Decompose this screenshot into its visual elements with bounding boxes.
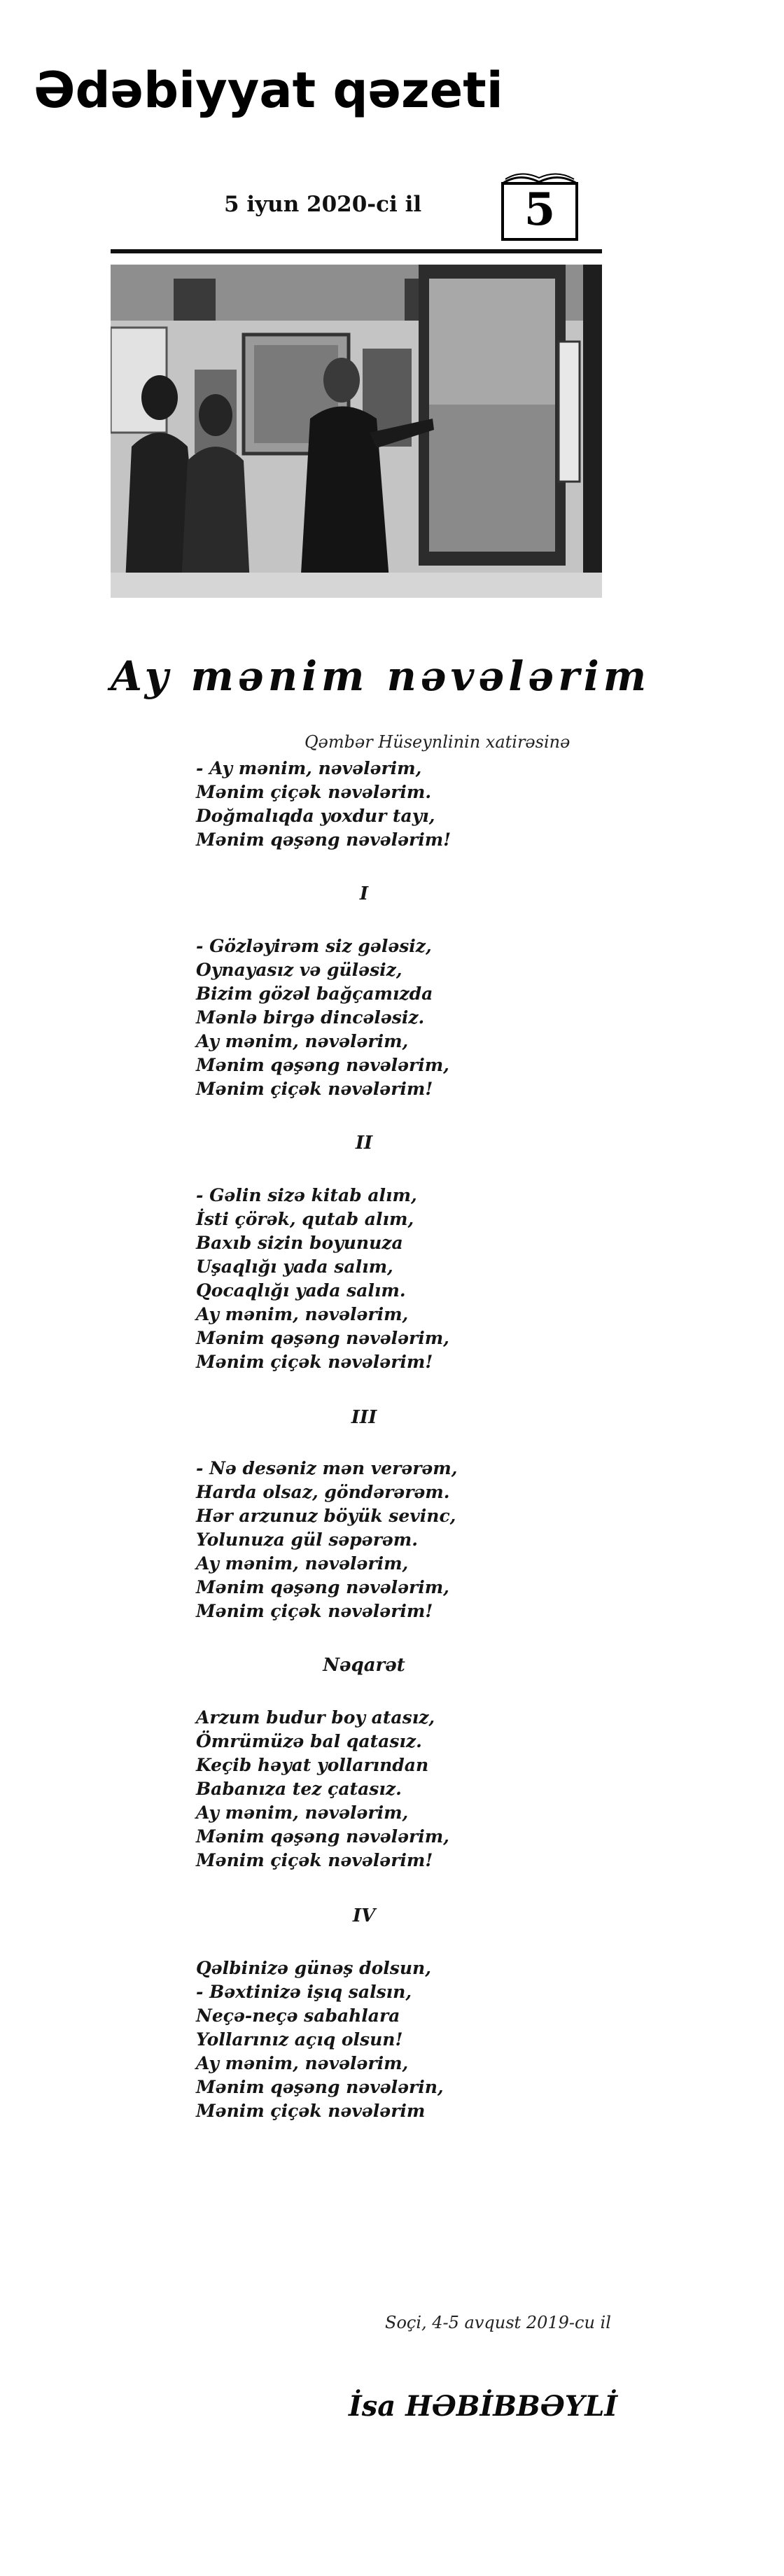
poem-line: Mənim qəşəng nəvələrim!: [196, 830, 451, 850]
poem-line: Qocaqlığı yada salım.: [196, 1280, 406, 1301]
poem-title: Ay mənim nəvələrim: [111, 652, 651, 700]
poem-line: Neçə-neçə sabahlara: [196, 2005, 400, 2026]
poem-line: - Nə desəniz mən verərəm,: [196, 1458, 458, 1478]
section-heading: II: [355, 1133, 373, 1154]
poem-line: Ay mənim, nəvələrim,: [196, 1802, 409, 1823]
place-date: Soçi, 4-5 avqust 2019-cu il: [385, 2313, 611, 2332]
poem-line: Qəlbinizə günəş dolsun,: [196, 1958, 431, 1978]
poem-line: Doğmalıqda yoxdur tayı,: [196, 806, 435, 826]
poem-line: Oynayasız və güləsiz,: [196, 960, 402, 980]
page-number-badge: [498, 169, 581, 242]
poem-line: Keçib həyat yollarından: [196, 1755, 429, 1775]
poem-line: Ay mənim, nəvələrim,: [196, 1553, 409, 1574]
poem-dedication: Qəmbər Hüseynlinin xatirəsinə: [304, 732, 570, 752]
poem-line: Baxıb sizin boyunuza: [196, 1233, 403, 1253]
poem-line: Uşaqlığı yada salım,: [196, 1256, 393, 1277]
section-heading: I: [359, 883, 369, 904]
poem-line: İsti çörək, qutab alım,: [196, 1209, 414, 1229]
poem-line: - Gözləyirəm siz gələsiz,: [196, 936, 432, 956]
poem-line: Mənim çiçək nəvələrim: [196, 2101, 426, 2121]
poem-line: Ay mənim, nəvələrim,: [196, 1304, 409, 1324]
poem-line: Harda olsaz, göndərərəm.: [196, 1482, 450, 1502]
poem-line: Mənim qəşəng nəvələrim,: [196, 1328, 449, 1348]
poem-line: Hər arzunuz böyük sevinc,: [196, 1506, 456, 1526]
poem-line: Mənim çiçək nəvələrim!: [196, 1850, 433, 1870]
poem-line: Mənim çiçək nəvələrim!: [196, 1601, 433, 1621]
poem-line: Yolunuza gül səpərəm.: [196, 1530, 418, 1550]
poem-line: Yollarınız açıq olsun!: [196, 2029, 403, 2050]
masthead-title: Ədəbiyyat qəzeti: [34, 62, 503, 119]
poem-line: Mənim çiçək nəvələrim!: [196, 1352, 433, 1372]
poem-line: Ay mənim, nəvələrim,: [196, 2053, 409, 2073]
poem-line: Ay mənim, nəvələrim,: [196, 1031, 409, 1051]
gallery-photo: [111, 265, 602, 598]
poem-line: Mənim çiçək nəvələrim.: [196, 782, 432, 802]
header-rule: [111, 249, 602, 253]
gallery-photo-icon: [111, 265, 602, 598]
poem-line: Arzum budur boy atasız,: [196, 1707, 435, 1728]
poem-line: Mənim çiçək nəvələrim!: [196, 1079, 433, 1099]
poem-line: Babanıza tez çatasız.: [196, 1779, 402, 1799]
poem-line: Mənim qəşəng nəvələrim,: [196, 1826, 449, 1847]
poem-line: Ömrümüzə bal qatasız.: [196, 1731, 422, 1751]
page-number: 5: [524, 183, 556, 236]
section-heading: IV: [352, 1905, 376, 1926]
poem-line: Mənlə birgə dincələsiz.: [196, 1007, 425, 1028]
poem-line: Mənim qəşəng nəvələrin,: [196, 2077, 444, 2097]
issue-date: 5 iyun 2020-ci il: [224, 192, 422, 217]
poem-line: - Ay mənim, nəvələrim,: [196, 758, 422, 778]
poem-line: Bizim gözəl bağçamızda: [196, 983, 433, 1004]
poem-line: Mənim qəşəng nəvələrim,: [196, 1055, 449, 1075]
poem-line: - Bəxtinizə işıq salsın,: [196, 1982, 412, 2002]
author-signature: İsa HƏBİBBƏYLİ: [349, 2390, 618, 2423]
section-heading: Nəqarət: [323, 1655, 405, 1676]
section-heading: III: [351, 1407, 377, 1428]
poem-line: Mənim qəşəng nəvələrim,: [196, 1577, 449, 1597]
poem-line: - Gəlin sizə kitab alım,: [196, 1185, 417, 1205]
